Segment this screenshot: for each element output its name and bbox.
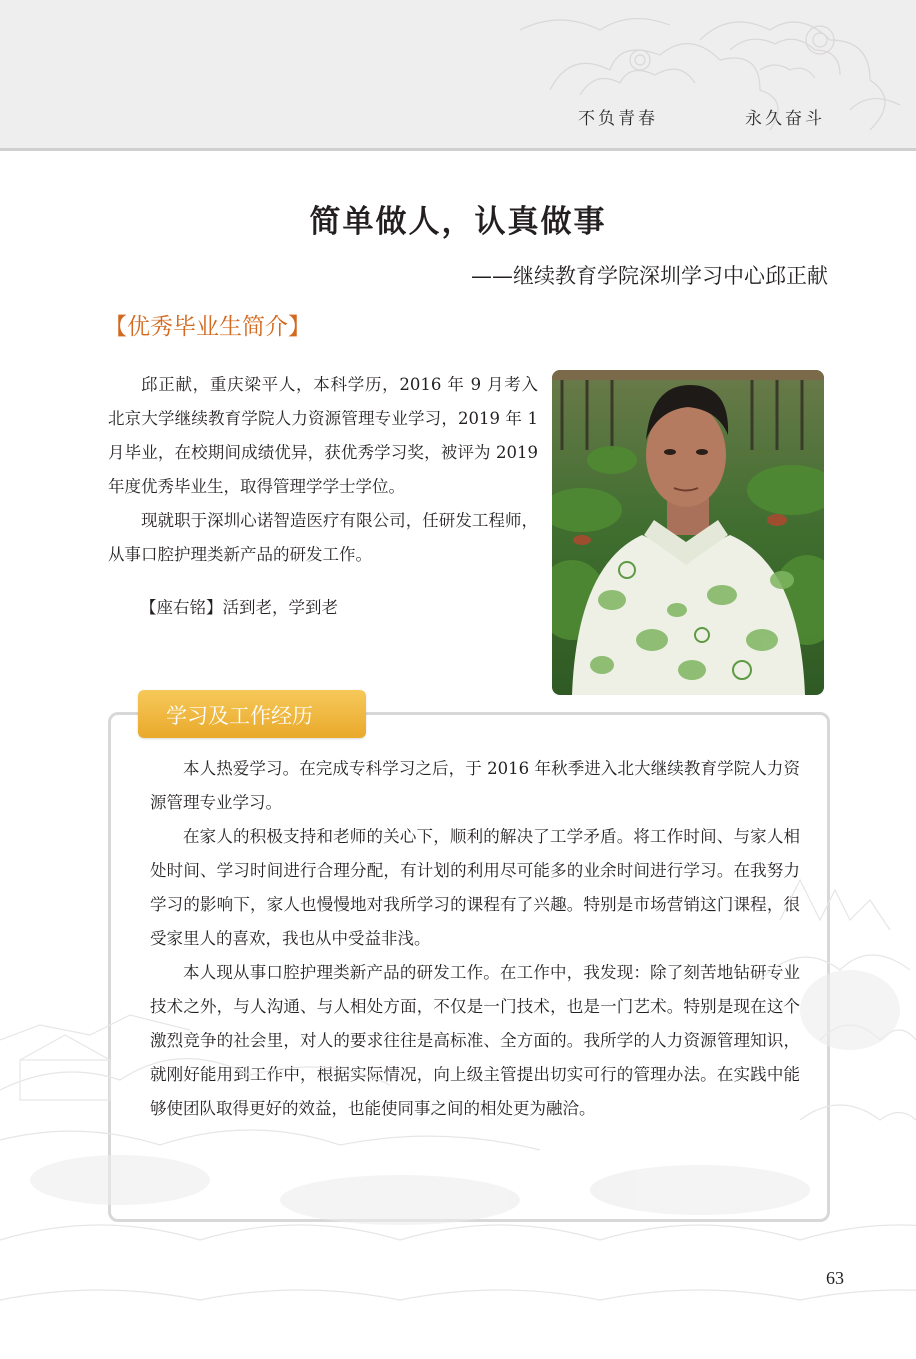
- header-divider: [0, 148, 916, 151]
- profile-intro: [108, 368, 538, 572]
- profile-section-heading: 【优秀毕业生简介】: [104, 314, 311, 340]
- experience-paragraph: 在家人的积极支持和老师的关心下，顺利的解决了工学矛盾。将工作时间、与家人相处时间、学习时间进行合理分配，有计划的利用尽可能多的业余时间进行学习。在我努力学习的影响下，家人也慢慢地对我所学习的课程有了兴趣。特别是市场营销这门课程，很受家里人的喜欢，我也从中受益非浅。: [150, 827, 800, 948]
- page-number: 63: [826, 1268, 844, 1288]
- header-band: [0, 0, 916, 148]
- campus-sketch-icon: [0, 860, 916, 1359]
- experience-tab-label: 学习及工作经历: [166, 704, 313, 728]
- profile-paragraph: 邱正献，重庆梁平人，本科学历，2016 年 9 月考入北京大学继续教育学院人力资源管理专业学习，2019 年 1 月毕业，在校期间成绩优异，获优秀学习奖，被评为 2019 年度优秀毕业生，取得管理学学士学位。: [108, 375, 538, 496]
- header-motto-left: 不负青春: [578, 109, 658, 129]
- portrait-photo: [552, 370, 824, 695]
- profile-paragraph: 现就职于深圳心诺智造医疗有限公司，任研发工程师，从事口腔护理类新产品的研发工作。: [108, 511, 538, 564]
- article-title: 简单做人，认真做事: [309, 204, 607, 240]
- article-subtitle: ——继续教育学院深圳学习中心邱正献: [471, 264, 828, 288]
- profile-motto: 【座右铭】活到老，学到老: [140, 598, 338, 617]
- header-motto-right: 永久奋斗: [745, 109, 825, 129]
- experience-paragraph: 本人现从事口腔护理类新产品的研发工作。在工作中，我发现：除了刻苦地钻研专业技术之外，与人沟通、与人相处方面，不仅是一门技术，也是一门艺术。特别是现在这个激烈竞争的社会里，对人的要求往往是高标准、全方面的。我所学的人力资源管理知识，就刚好能用到工作中，根据实际情况，向上级主管提出切实可行的管理办法。在实践中能够使团队取得更好的效益，也能使同事之间的相处更为融洽。: [150, 963, 800, 1118]
- portrait-image: [552, 370, 824, 695]
- experience-paragraph: 本人热爱学习。在完成专科学习之后，于 2016 年秋季进入北大继续教育学院人力资源管理专业学习。: [150, 759, 800, 812]
- experience-tab: [138, 690, 366, 738]
